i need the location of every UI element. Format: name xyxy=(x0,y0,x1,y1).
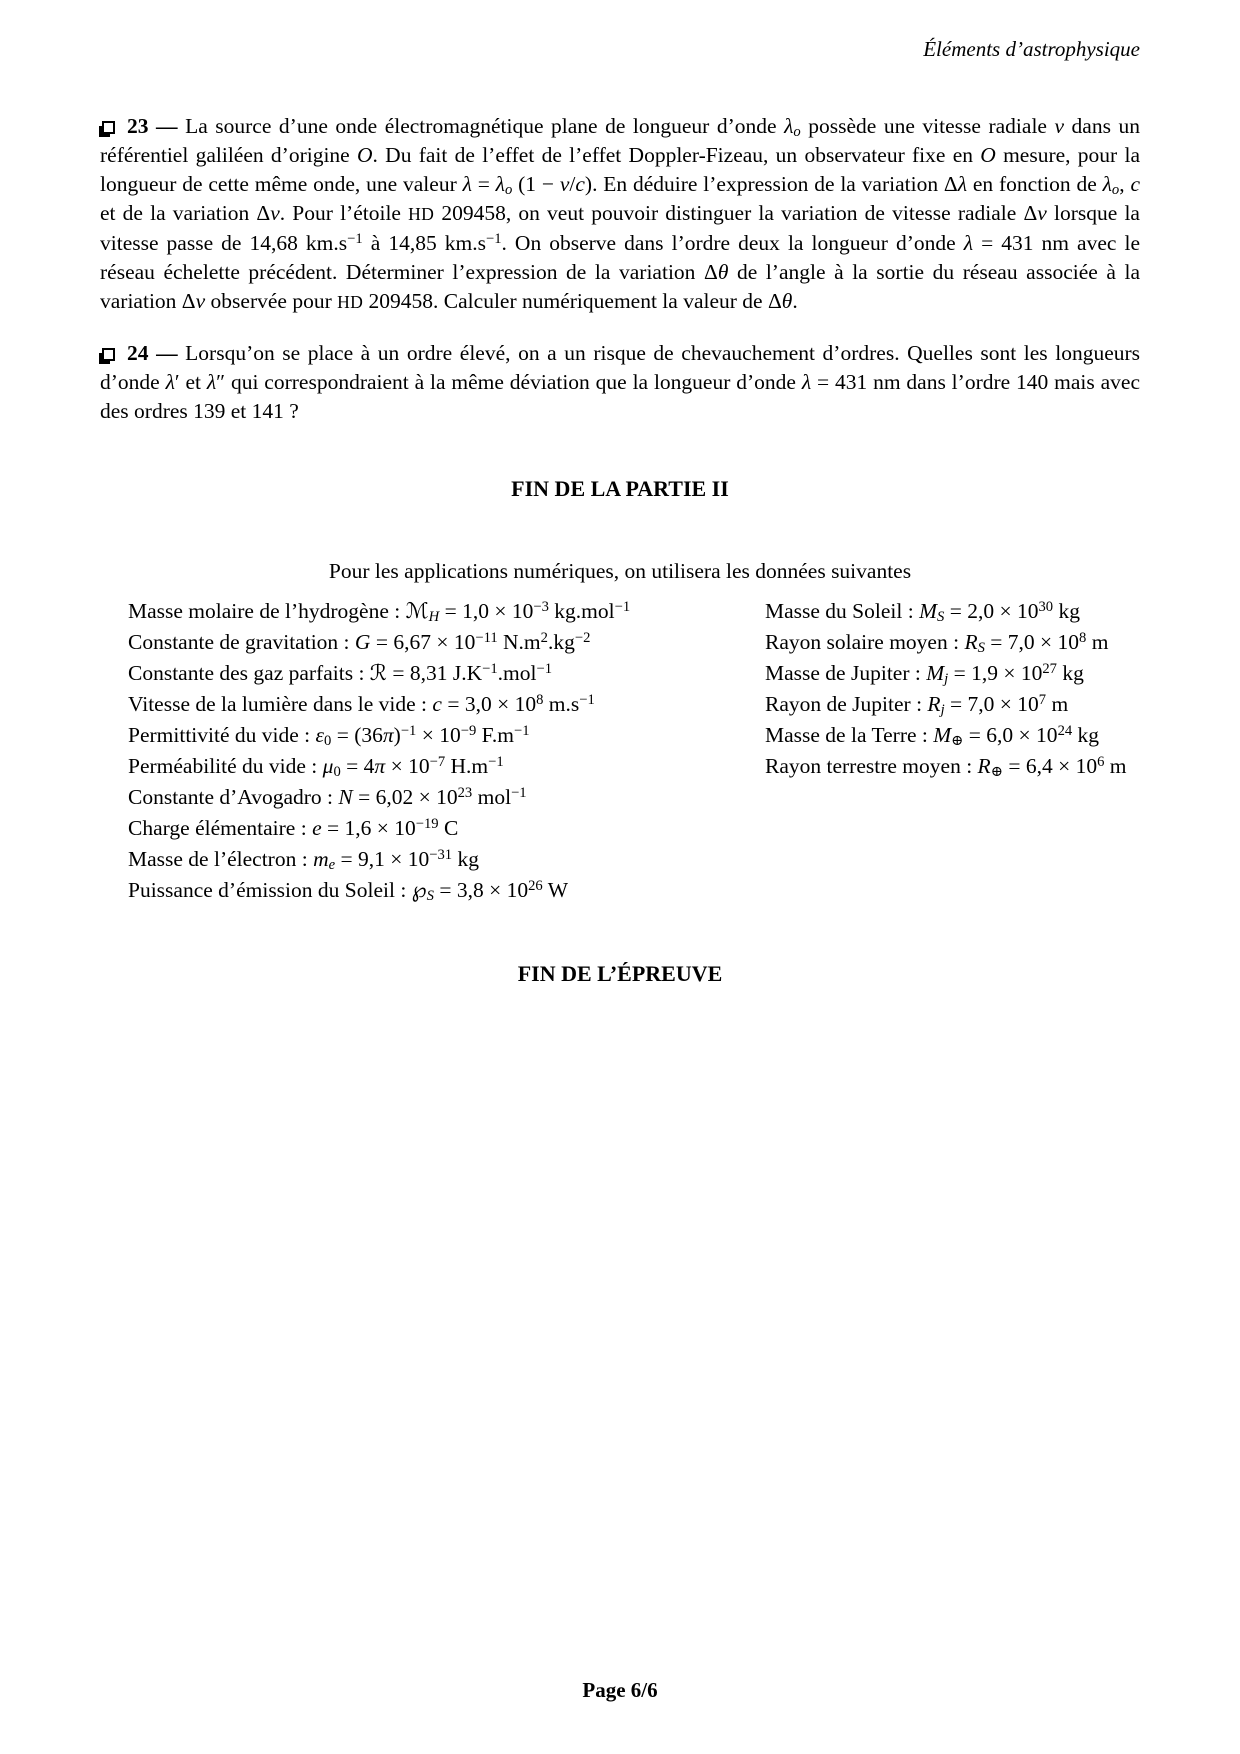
page-number: Page 6/6 xyxy=(582,1678,658,1702)
question-24-text: Lorsqu’on se place à un ordre élevé, on a un risque de chevauchement d’ordres. Quelles sont les longueurs d’onde λ′ et λ″ qui correspondraient à la même déviation que la longueur d’onde λ = 431 nm dans l’ordre 140 mais avec des ordres 139 et 141 ? xyxy=(100,341,1141,423)
section-end-heading: FIN DE LA PARTIE II xyxy=(511,476,729,501)
numerical-data-intro: Pour les applications numériques, on utilisera les données suivantes xyxy=(328,559,912,583)
constant-item: Masse de la Terre : $M_\oplus = 6,0 \times 10^{24}$ kg xyxy=(765,723,1100,750)
constant-item: Perméabilité du vide : $\mu_0 = 4\pi \times 10^{-7}$ $H.m^{-1}$ xyxy=(128,754,504,781)
constant-item: Rayon terrestre moyen : $R_\oplus = 6,4 \times 10^6$ m xyxy=(765,754,1127,781)
constant-item: Puissance d’émission du Soleil : $℘_S = 3,8 \times 10^{26}$ W xyxy=(128,878,569,905)
square-bullet-icon xyxy=(102,348,115,361)
question-24 xyxy=(100,339,1140,426)
constant-item: Permittivité du vide : $\varepsilon_0 = (36\pi)^{-1} \times 10^{-9}$ $F.m^{-1}$ xyxy=(128,723,530,750)
constant-item: Rayon de Jupiter : $R_j = 7,0 \times 10^7$ m xyxy=(765,692,1069,719)
constants-columns xyxy=(100,596,1140,906)
constant-item: Masse du Soleil : $M_S = 2,0 \times 10^{30}$ kg xyxy=(765,599,1080,626)
constant-item: Masse molaire de l’hydrogène : ℳ$_H$ = $1,0 \times 10^{-3}$ kg.mol$^{-1}$ xyxy=(128,599,631,626)
running-header: Éléments d’astrophysique xyxy=(923,37,1140,61)
exam-end-heading: FIN DE L’ÉPREUVE xyxy=(517,961,723,986)
question-23-number: 23 — xyxy=(127,114,178,138)
question-23 xyxy=(100,112,1140,317)
constant-item: Constante de gravitation : $G = 6,67 \times 10^{-11}$ $N.m^2.kg^{-2}$ xyxy=(128,630,591,654)
question-24-number: 24 — xyxy=(127,341,178,365)
constant-item: Constante des gaz parfaits : ℛ = 8,31 $J.K^{-1}.mol^{-1}$ xyxy=(128,661,553,685)
question-23-text: La source d’une onde électromagnétique plane de longueur d’onde $\lambda_o$ possède une vitesse radiale v dans un référentiel galiléen d’origine O. Du fait de l’effet de l’effet Doppler-Fizeau, un observateur fixe en O mesure, pour la longueur de cette même onde, une valeur $\lambda = \lambda_o$ (1 − v/c). En déduire l’expression de la variation Δλ en fonction de $\lambda_o$, c et de la variation Δv. Pour l’étoile HD 209458, on veut pouvoir distinguer la variation de vitesse radiale Δv lorsque la vitesse passe de 14,68 $km.s^{-1}$ à 14,85 $km.s^{-1}$. On observe dans l’ordre deux la longueur d’onde λ = 431 nm avec le réseau échelette précédent. Déterminer l’expression de la variation Δθ de l’angle à la sortie du réseau associée à la variation Δv observée pour HD 209458. Calculer numériquement la valeur de Δθ. xyxy=(100,114,1141,313)
constant-item: Charge élémentaire : $e = 1,6 \times 10^{-19}$ C xyxy=(128,816,459,840)
square-bullet-icon xyxy=(102,121,115,134)
constant-item: Constante d’Avogadro : $N = 6,02 \times 10^{23}$ mol$^{-1}$ xyxy=(128,785,527,809)
constants-right-column xyxy=(765,596,1140,906)
constant-item: Vitesse de la lumière dans le vide : $c = 3,0 \times 10^8$ $m.s^{-1}$ xyxy=(128,692,595,716)
constant-item: Masse de Jupiter : $M_j = 1,9 \times 10^{27}$ kg xyxy=(765,661,1084,688)
constant-item: Rayon solaire moyen : $R_S = 7,0 \times 10^8$ m xyxy=(765,630,1109,657)
constants-left-column xyxy=(128,596,737,906)
constant-item: Masse de l’électron : $m_e = 9,1 \times 10^{-31}$ kg xyxy=(128,847,479,874)
